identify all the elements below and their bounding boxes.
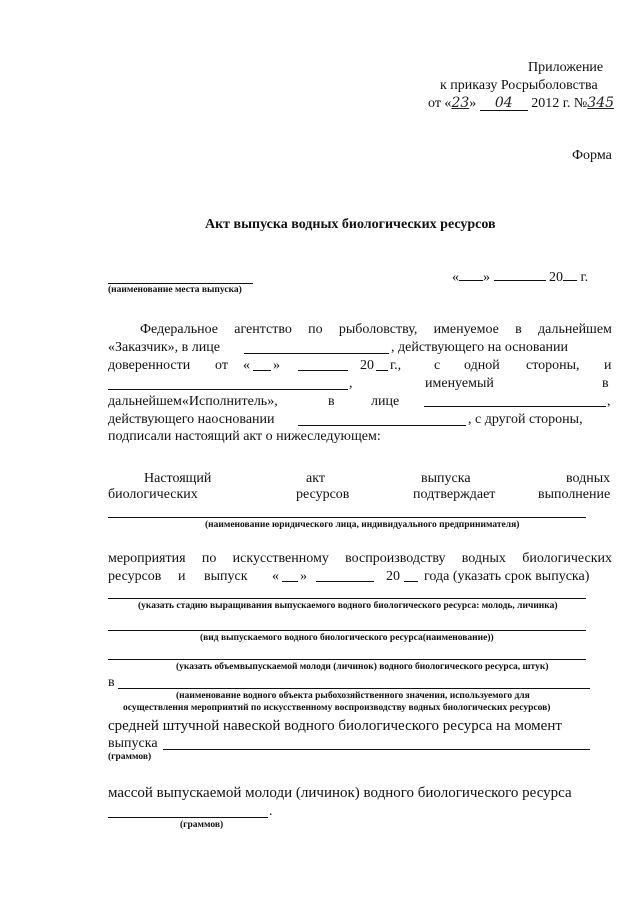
average-weight-line1: средней штучной навеской водного биологического ресурса на момент <box>108 718 562 734</box>
legal-entity-caption: (наименование юридического лица, индивидуального предпринимателя) <box>205 520 520 530</box>
species-caption: (вид выпускаемого водного биологического ресурса(наименование)) <box>200 633 494 643</box>
place-field-line <box>108 283 253 284</box>
para1-line4-in: в <box>602 376 609 391</box>
para1-line4-comma: , <box>349 376 353 391</box>
volume-caption: (указать объемвыпускаемой молоди (личинок) водного биологического ресурса, штук) <box>176 662 549 672</box>
growth-stage-caption: (указать стадию выращивания выпускаемого водного биологического ресурса: молодь, личинка) <box>138 601 558 611</box>
para1-line2-a: «Заказчик», в лице <box>108 340 220 355</box>
contractor-name-field <box>108 389 348 390</box>
act-date-year-field <box>563 268 577 281</box>
para1-line3: доверенности от « » 20 г., с одной стороны, и <box>108 358 612 373</box>
para1-line4-named: именуемый <box>425 376 494 391</box>
para3-line2: ресурсов и выпуск « » 20 года (указать срок выпуска) <box>108 569 590 584</box>
release-mass-dot: . <box>269 804 273 819</box>
act-date-day-field <box>459 268 483 281</box>
para1-line2-b: , действующего на основании <box>391 340 569 355</box>
grams-caption-1: (граммов) <box>108 752 152 762</box>
date-day-close: » <box>469 96 477 111</box>
release-day-field <box>282 581 298 582</box>
growth-stage-field <box>108 598 586 599</box>
species-field <box>108 630 586 631</box>
water-body-caption-2: осуществления мероприятий по искусственному воспроизводству водных биологических ресурсов) <box>123 703 551 713</box>
water-body-prefix: в <box>108 675 115 690</box>
legal-entity-field <box>108 517 586 518</box>
para1-line6-a: действующего наосновании <box>108 412 275 427</box>
para3-line1: мероприятия по искусственному воспроизводству водных биологических <box>108 551 612 566</box>
release-year-field <box>404 581 418 582</box>
form-label: Форма <box>572 148 612 163</box>
contractor-representative-field <box>424 406 606 407</box>
water-body-field <box>118 688 590 689</box>
act-date-line: « » 20 г. <box>452 270 589 285</box>
average-weight-field <box>163 749 590 750</box>
date-day-handwritten: 23 <box>451 95 470 111</box>
power-of-attorney-year-field <box>376 370 388 371</box>
customer-representative-field <box>244 353 389 354</box>
place-caption: (наименование места выпуска) <box>108 285 242 295</box>
release-mass-field <box>108 817 268 818</box>
para1-line1: Федеральное агентство по рыболовству, именуемое в дальнейшем <box>140 322 612 337</box>
para1-line5: дальнейшем«Исполнитель», в лице , <box>108 394 611 409</box>
date-month-handwritten: 04 <box>480 97 528 111</box>
release-mass-line: массой выпускаемой молоди (личинок) водного биологического ресурса <box>108 785 572 801</box>
order-reference: к приказу Росрыболовства <box>440 78 598 93</box>
appendix-label: Приложение <box>528 60 604 75</box>
date-prefix: от « <box>428 96 452 111</box>
order-date-line <box>428 95 614 112</box>
act-date-month-field <box>494 268 546 281</box>
document-title: Акт выпуска водных биологических ресурсов <box>205 217 496 232</box>
para2-line1: Настоящий акт выпуска водных <box>144 471 611 486</box>
power-of-attorney-day-field <box>253 370 271 371</box>
contractor-basis-field <box>298 425 466 426</box>
para2-line2: биологических ресурсов подтверждает выполнение <box>108 487 611 502</box>
release-month-field <box>316 581 374 582</box>
para1-line7: подписали настоящий акт о нижеследующем: <box>108 429 381 444</box>
volume-field <box>108 659 586 660</box>
para1-line6-b: , с другой стороны, <box>468 412 583 427</box>
order-number-handwritten: 345 <box>587 95 615 111</box>
grams-caption-2: (граммов) <box>180 820 224 830</box>
water-body-caption-1: (наименование водного объекта рыбохозяйственного значения, используемого для <box>176 691 530 701</box>
date-year-number: 2012 г. № <box>531 96 588 111</box>
power-of-attorney-month-field <box>298 370 348 371</box>
average-weight-line2: выпуска <box>108 736 158 751</box>
